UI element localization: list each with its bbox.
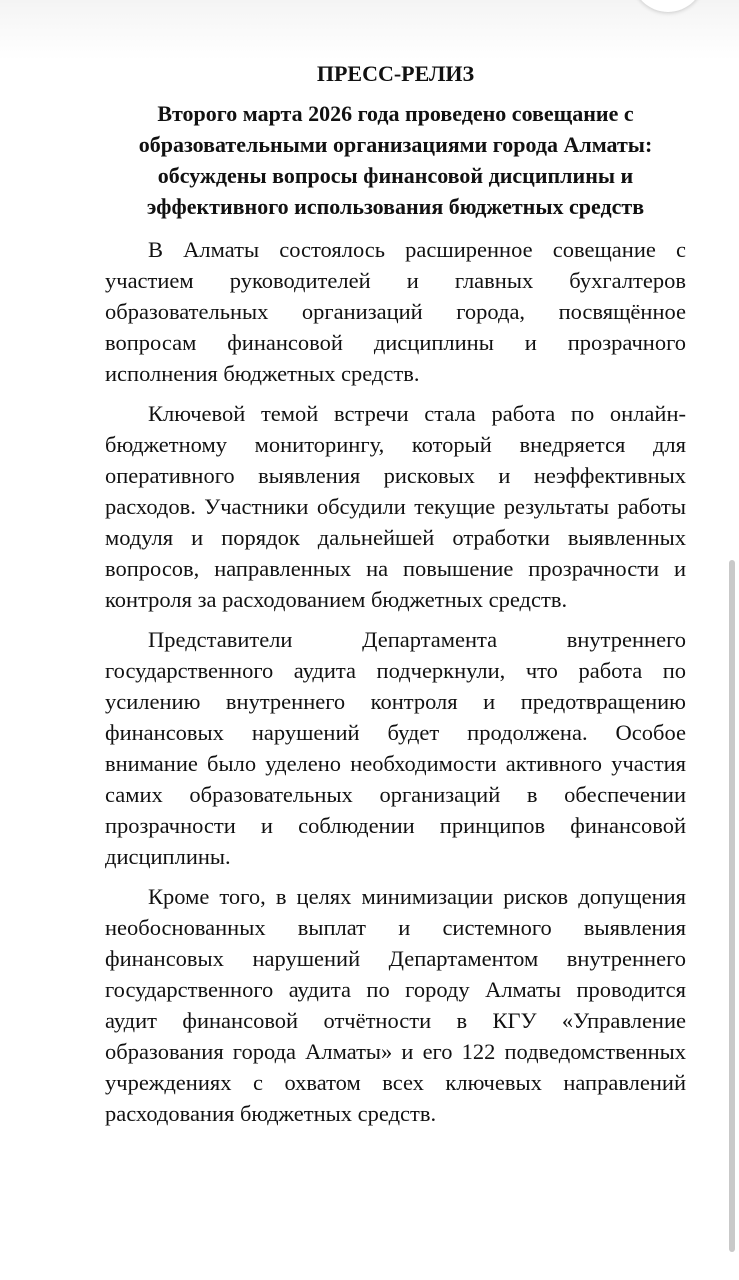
paragraph-1: В Алматы состоялось расширенное совещание с участием руководителей и главных бухгалтеров образовательных организаций города, посвящённое вопросам финансовой дисциплины и прозрачного исполнения бюджетных средств. (105, 237, 686, 386)
paragraph-4: Кроме того, в целях минимизации рисков допущения необоснованных выплат и системного выявления финансовых нарушений Департаментом внутреннего государственного аудита по городу Алматы проводится аудит финансовой отчётности в КГУ «Управление образования города Алматы» и его 122 подведомственных учреждениях с охватом всех ключевых направлений расходования бюджетных средств. (105, 884, 686, 1126)
document-subtitle: Второго марта 2026 года проведено совещание с образовательными организациями города Алматы: обсуждены вопросы финансовой дисциплины и эффективного использования бюджетных средств (138, 101, 653, 219)
paragraph-2: Ключевой темой встречи стала работа по онлайн-бюджетному мониторингу, который внедряется для оперативного выявления рисковых и неэффективных расходов. Участники обсудили текущие результаты работы модуля и порядок дальнейшей отработки выявленных вопросов, направленных на повышение прозрачности и контроля за расходованием бюджетных средств. (105, 401, 686, 612)
paragraph-3: Представители Департамента внутреннего государственного аудита подчеркнули, что работа по усилению внутреннего контроля и предотвращению финансовых нарушений будет продолжена. Особое внимание было уделено необходимости активного участия самих образовательных организаций в обеспечении прозрачности и соблюдении принципов финансовой дисциплины. (105, 627, 686, 869)
scrollbar[interactable] (729, 560, 735, 1252)
document-page (105, 56, 686, 1138)
document-title: ПРЕСС-РЕЛИЗ (316, 61, 475, 86)
top-shade (0, 0, 739, 60)
